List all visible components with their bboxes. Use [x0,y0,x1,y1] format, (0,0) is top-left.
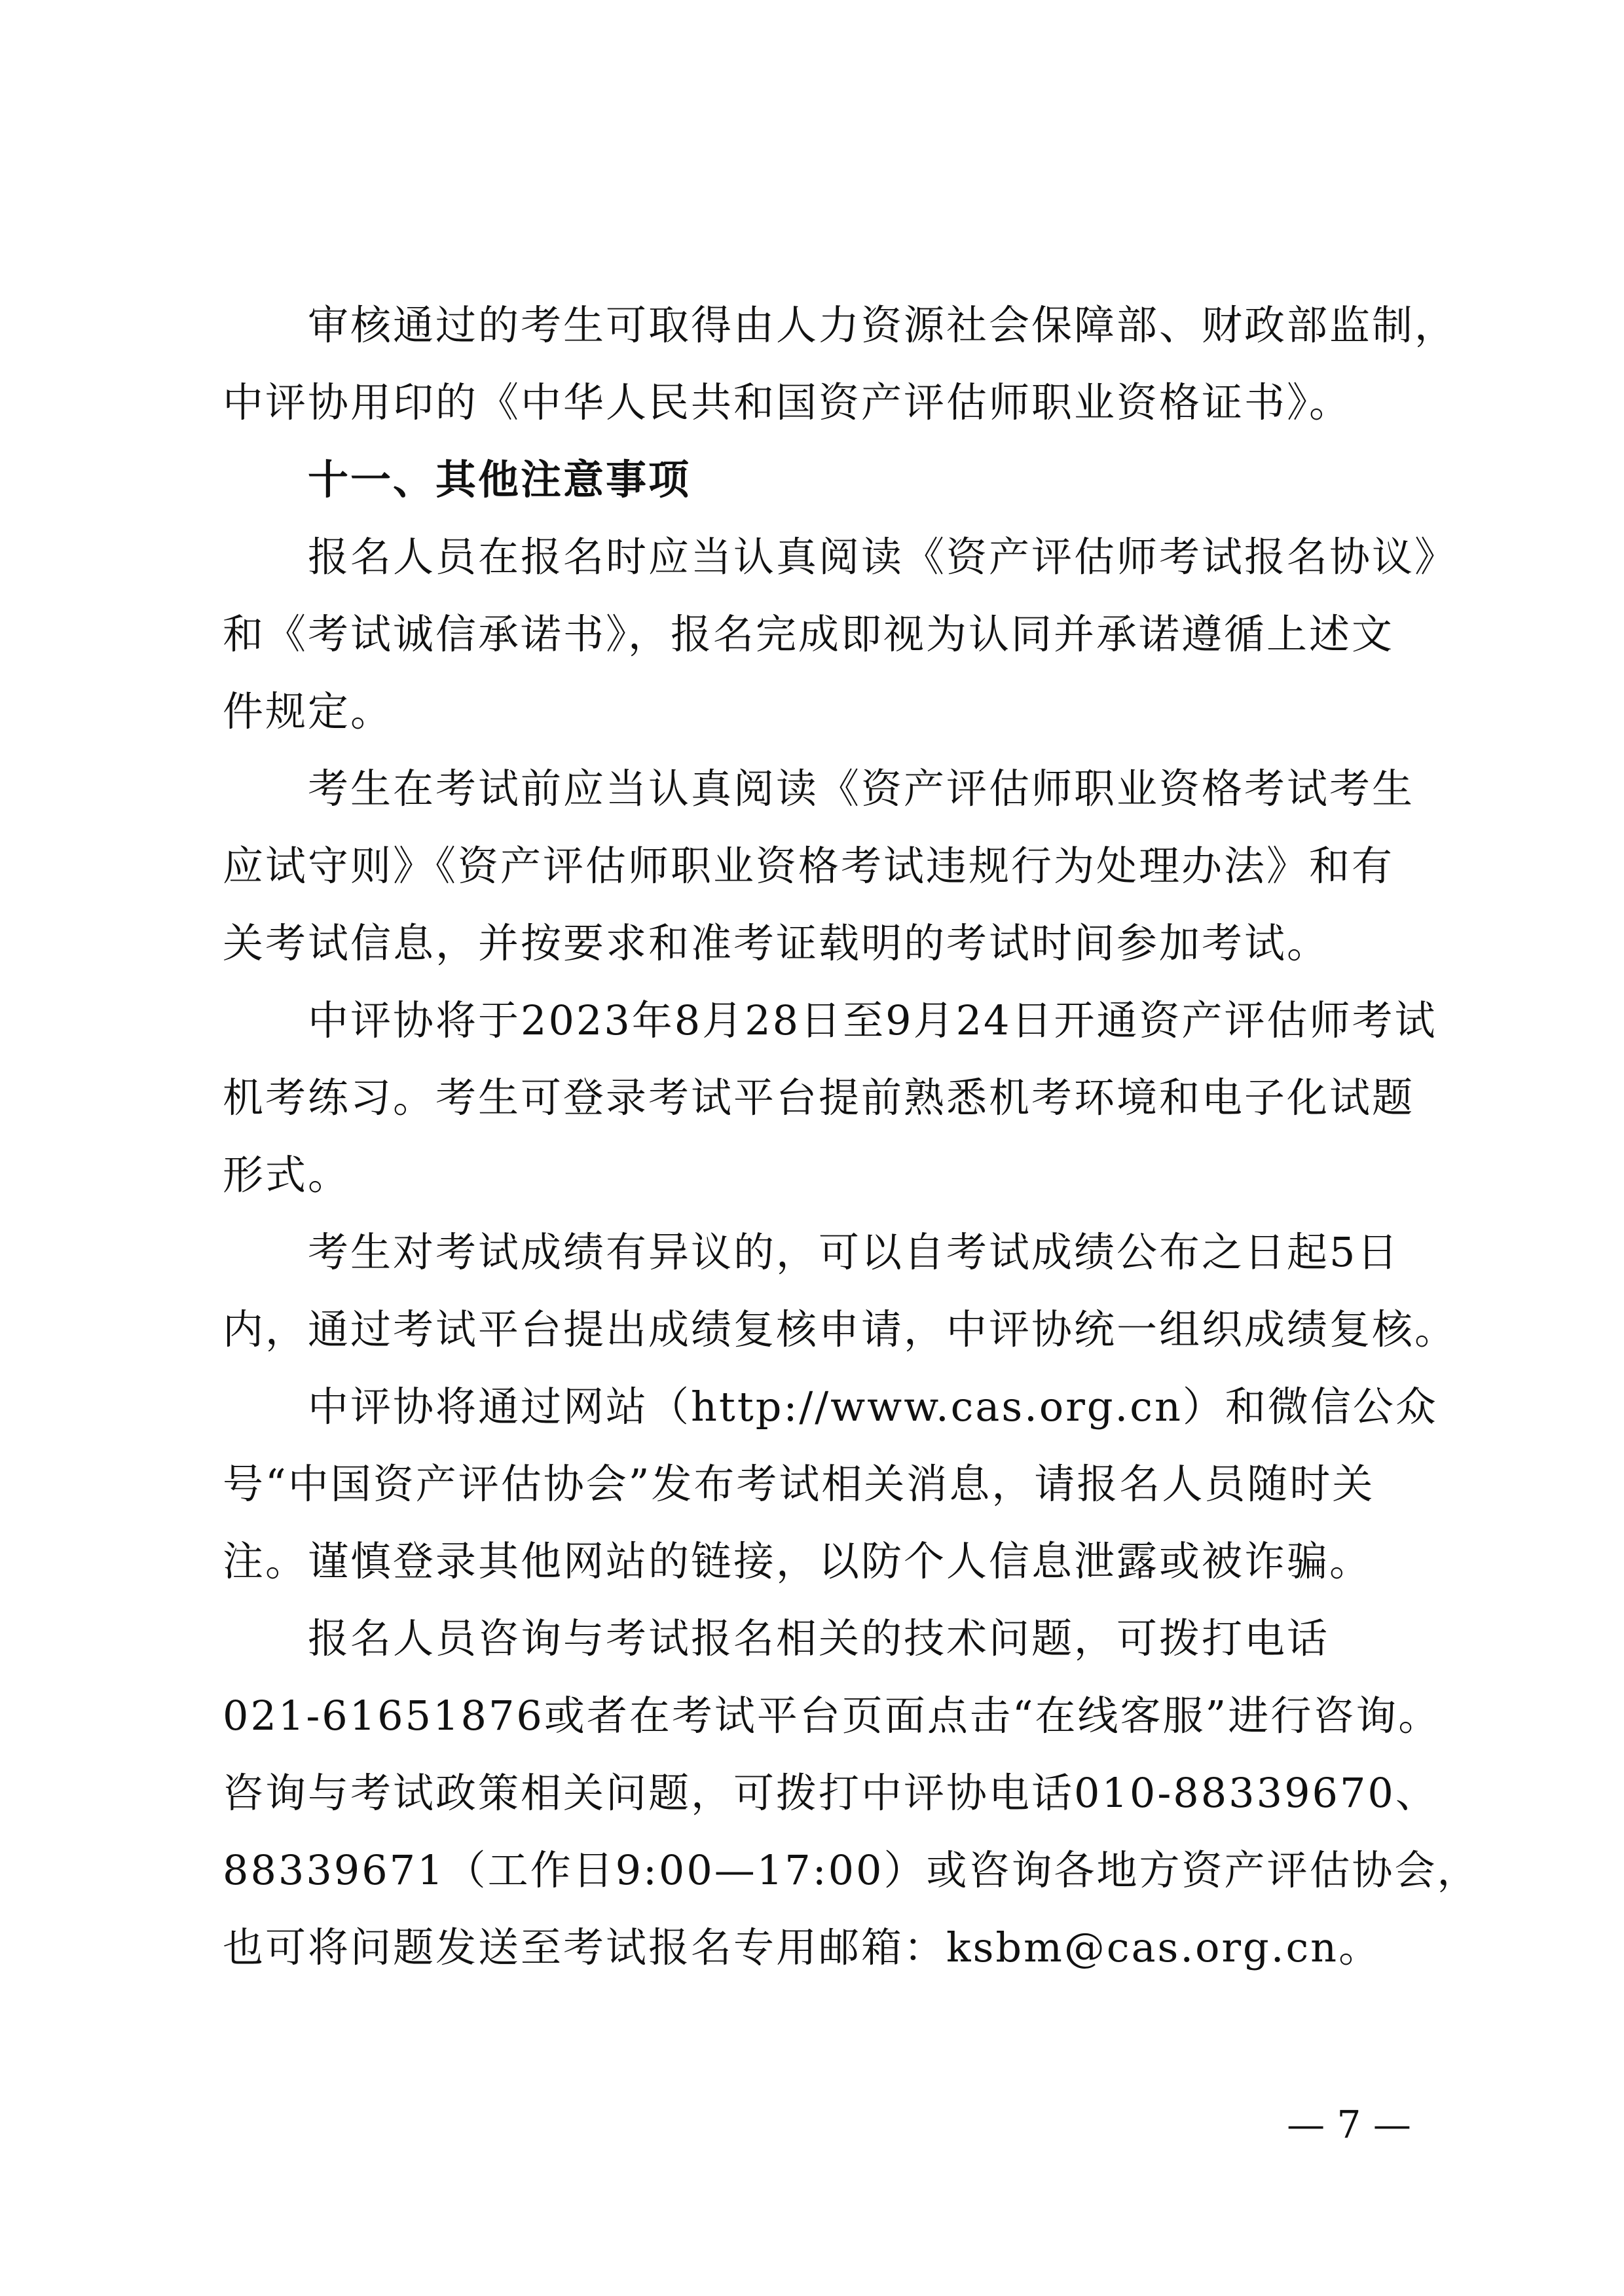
line-text: 中评协将于2023年8月28日至9月24日开通资产评估师考试 [308,996,1437,1044]
line-text: 也可将问题发送至考试报名专用邮箱：ksbm@cas.org.cn。 [223,1923,1382,1971]
line-text: 中评协将通过网站（http://www.cas.org.cn）和微信公众 [308,1383,1438,1430]
paragraph-line [0,673,1624,750]
line-text: 形式。 [223,1151,351,1199]
line-text: 88339671（工作日9:00—17:00）或咨询各地方资产评估协会， [223,1846,1480,1894]
paragraph-line [0,982,1624,1059]
line-text: 号“中国资产评估协会”发布考试相关消息，请报名人员随时关 [223,1460,1375,1508]
paragraph-line [0,596,1624,673]
line-text: 机考练习。考生可登录考试平台提前熟悉机考环境和电子化试题 [223,1074,1415,1121]
line-text: 应试守则》《资产评估师职业资格考试违规行为处理办法》和有 [223,842,1395,890]
line-text: 中评协用印的《中华人民共和国资产评估师职业资格证书》。 [223,378,1352,426]
paragraph-line [0,1600,1624,1677]
paragraph-line [0,1059,1624,1137]
paragraph-line [0,1137,1624,1214]
paragraph-line [0,905,1624,982]
paragraph-line [0,1755,1624,1832]
line-text: 报名人员在报名时应当认真阅读《资产评估师考试报名协议》 [308,533,1458,581]
line-text: 件规定。 [223,687,394,735]
paragraph-line [0,750,1624,828]
paragraph-line [0,1677,1624,1755]
section-heading [0,441,1624,519]
paragraph-line [0,519,1624,596]
heading-text: 十一、其他注意事项 [308,456,692,503]
paragraph-line [0,1446,1624,1523]
paragraph-line [0,828,1624,905]
paragraph-line [0,1214,1624,1291]
line-text: 内，通过考试平台提出成绩复核申请，中评协统一组织成绩复核。 [223,1305,1458,1353]
paragraph-line [0,287,1624,364]
line-text: 报名人员咨询与考试报名相关的技术问题，可拨打电话 [308,1614,1330,1662]
paragraph-line [0,1523,1624,1600]
line-text: 审核通过的考生可取得由人力资源社会保障部、财政部监制， [308,301,1458,349]
line-text: 关考试信息，并按要求和准考证载明的考试时间参加考试。 [223,919,1330,967]
page-number: — 7 — [1287,2102,1411,2147]
paragraph-line [0,1291,1624,1368]
paragraph-line [0,1368,1624,1446]
line-text: 考生对考试成绩有异议的，可以自考试成绩公布之日起5日 [308,1228,1400,1276]
line-text: 和《考试诚信承诺书》，报名完成即视为认同并承诺遵循上述文 [223,610,1395,658]
line-text: 考生在考试前应当认真阅读《资产评估师职业资格考试考生 [308,765,1415,812]
line-text: 注。谨慎登录其他网站的链接，以防个人信息泄露或被诈骗。 [223,1537,1373,1585]
line-text: 021-61651876或者在考试平台页面点击“在线客服”进行咨询。 [223,1692,1441,1740]
line-text: 咨询与考试政策相关问题，可拨打中评协电话010-88339670、 [223,1769,1438,1817]
paragraph-line [0,1909,1624,1986]
paragraph-line [0,1832,1624,1909]
paragraph-line [0,364,1624,441]
